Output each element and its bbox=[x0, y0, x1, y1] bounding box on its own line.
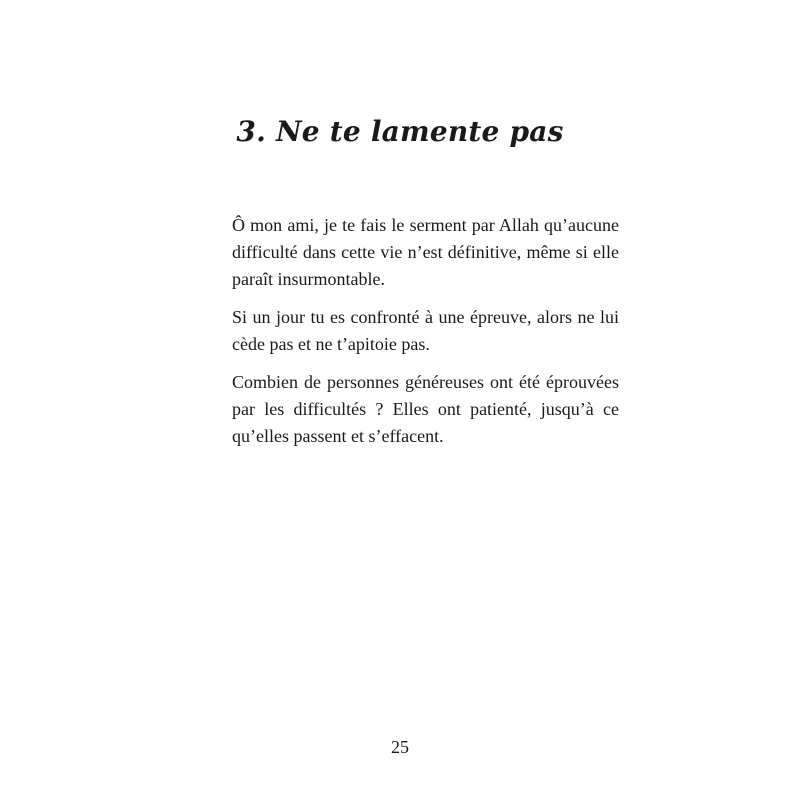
page-number: 25 bbox=[391, 737, 409, 757]
paragraph-3: Combien de personnes généreuses ont été éprouvées par les difficultés ? Elles ont patienté, jusqu’à ce qu’elles passent et s’effacent. bbox=[232, 372, 619, 446]
chapter-title: 3. Ne te lamente pas bbox=[236, 115, 564, 148]
paragraph-1: Ô mon ami, je te fais le serment par Allah qu’aucune difficulté dans cette vie n’est définitive, même si elle paraît insurmontable. bbox=[232, 215, 619, 289]
paragraph-2: Si un jour tu es confronté à une épreuve, alors ne lui cède pas et ne t’apitoie pas. bbox=[232, 307, 619, 354]
chapter-body bbox=[232, 212, 619, 461]
